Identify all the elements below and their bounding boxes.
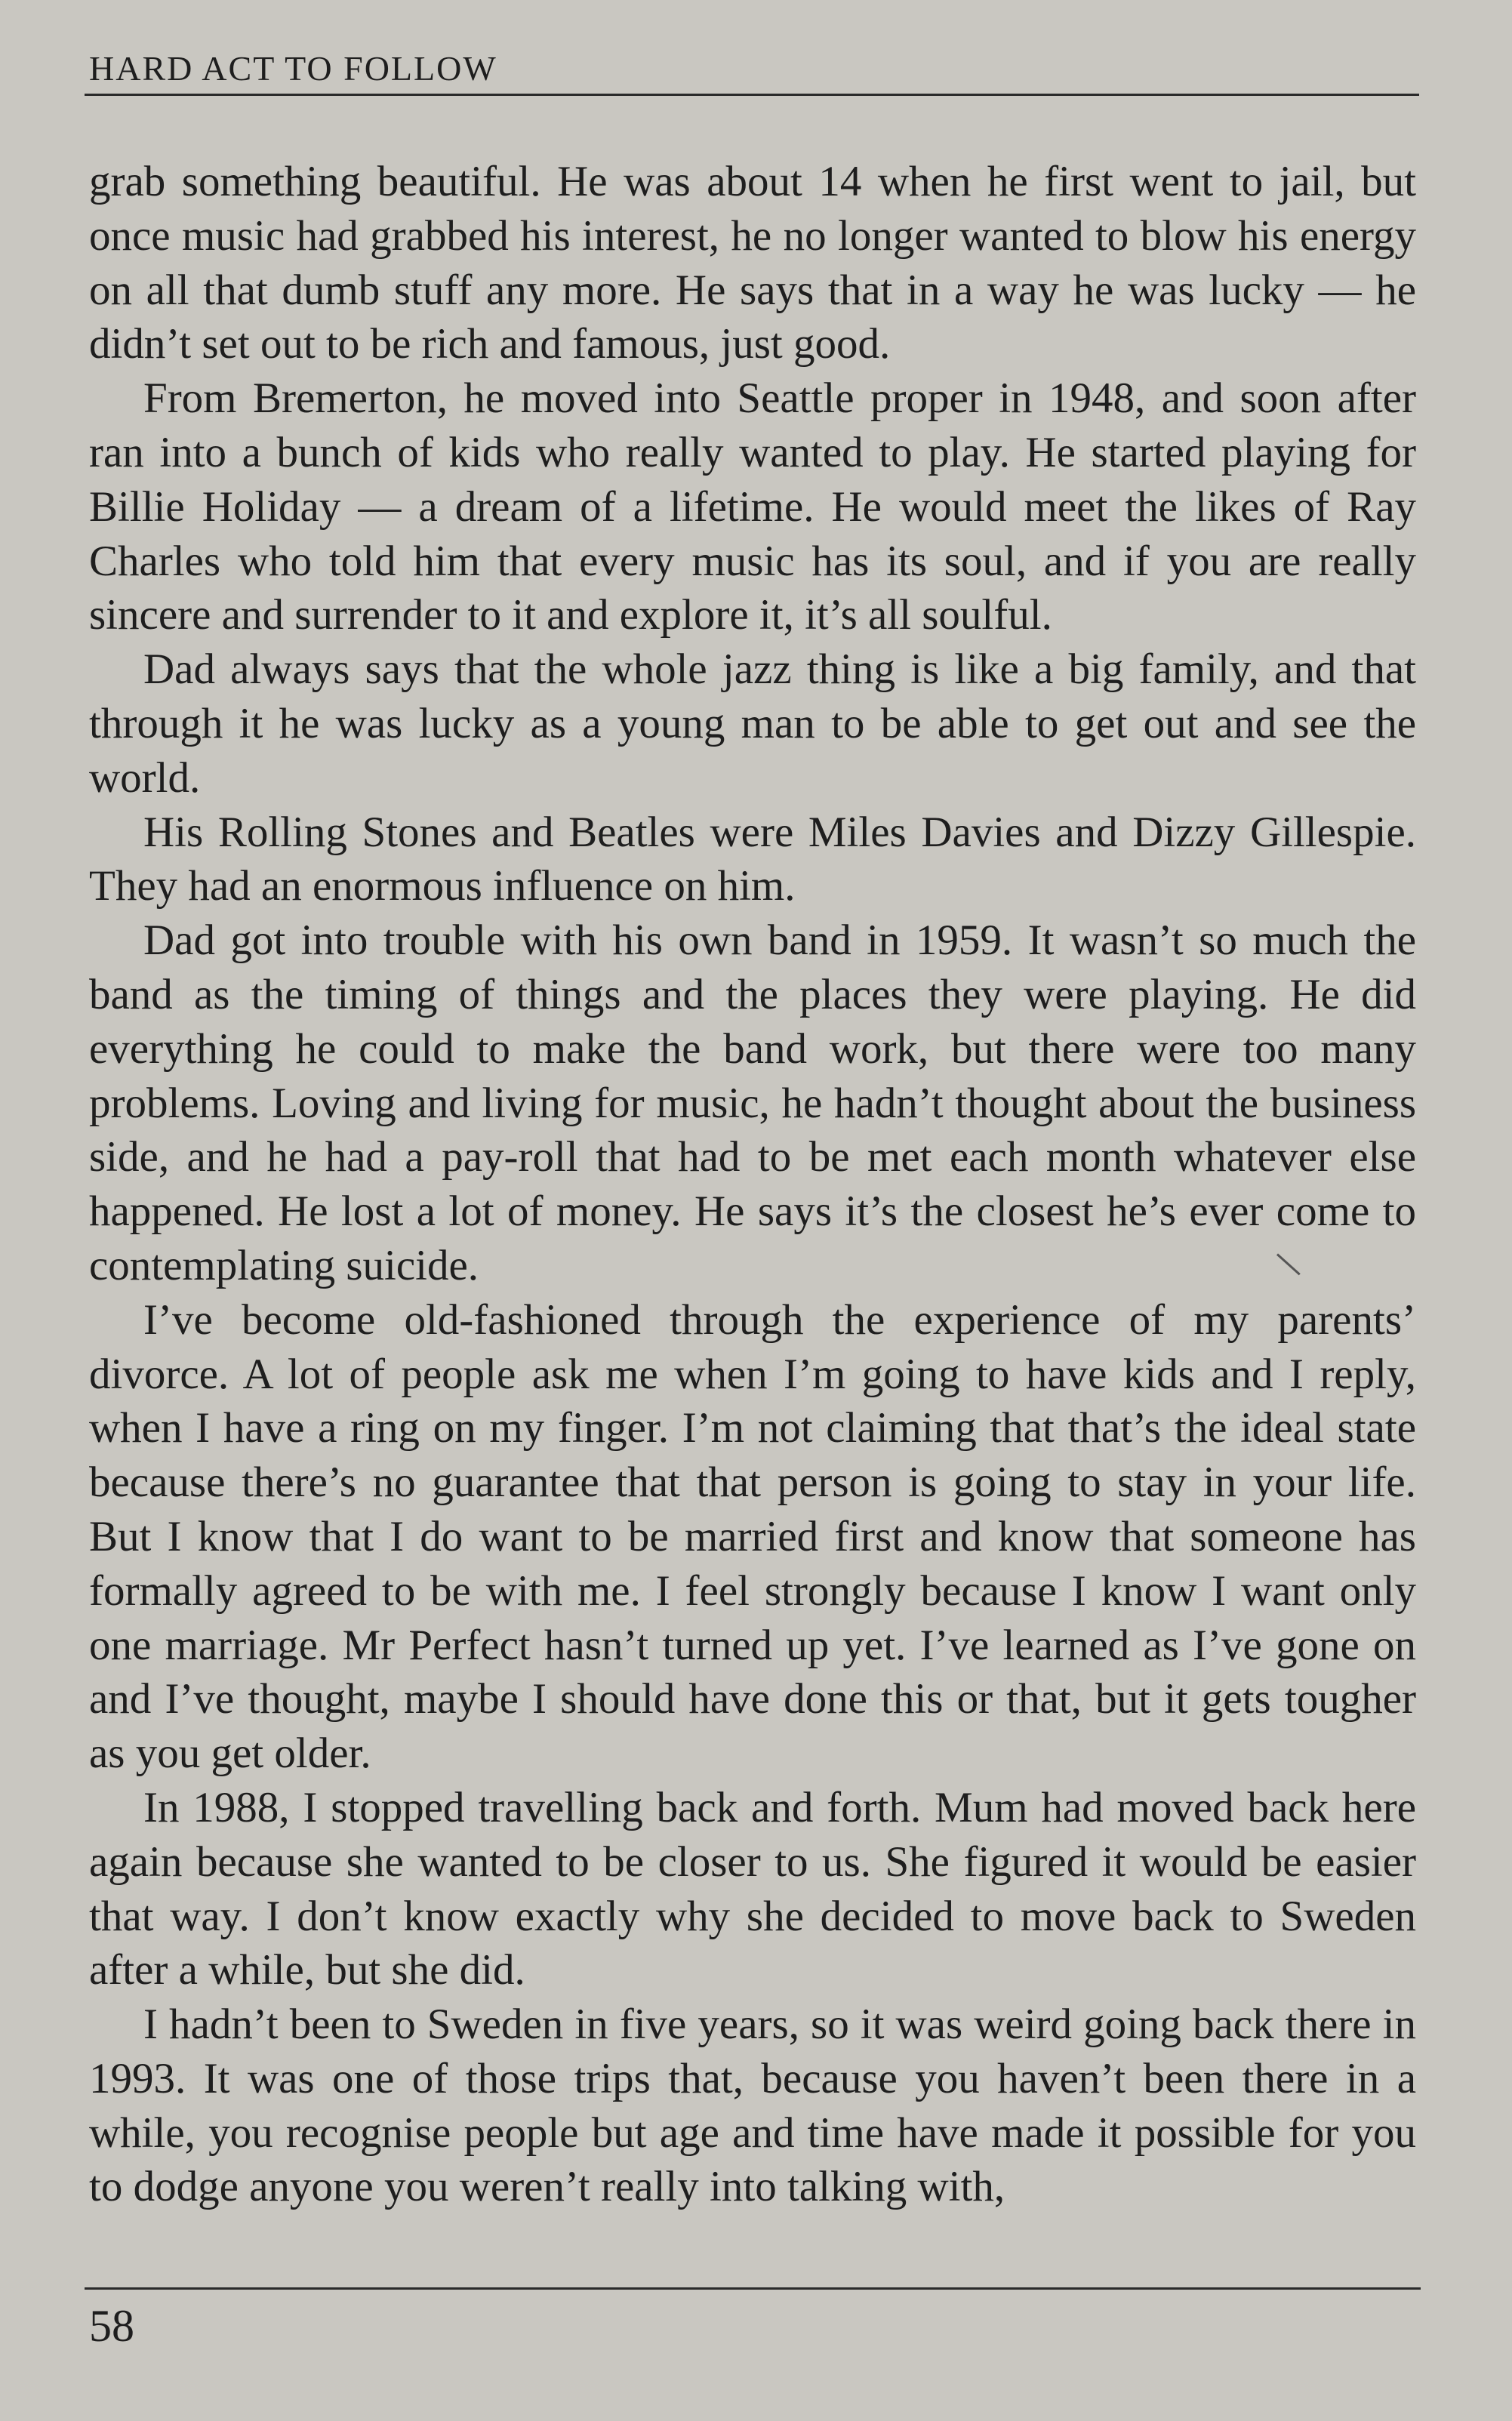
paragraph-3: Dad always says that the whole jazz thing is like a big family, and that through it he was lucky as a young man to be able to get out and see the world. <box>89 645 1416 802</box>
paragraph-1: grab something beautiful. He was about 14 when he first went to jail, but once music had grabbed his interest, he no longer wanted to blow his energy on all that dumb stuff any more. He says that in a way he was lucky — he didn’t set out to be rich and famous, just good. <box>89 158 1416 368</box>
paragraph-5: Dad got into trouble with his own band in 1959. It wasn’t so much the band as the timing of things and the places they were playing. He did everything he could to make the band work, but there were too many problems. Loving and living for music, he hadn’t thought about the business side, and he had a pay-roll that had to be met each month whatever else happened. He lost a lot of money. He says it’s the closest he’s ever come to contemplating suicide. <box>89 916 1416 1289</box>
footer-divider <box>85 2287 1421 2290</box>
paragraph-7: In 1988, I stopped travelling back and forth. Mum had moved back here again because she wanted to be closer to us. She figured it would be easier that way. I don’t know exactly why she decided to move back to Sweden after a while, but she did. <box>89 1783 1416 1994</box>
header-divider <box>85 94 1419 96</box>
paragraph-2: From Bremerton, he moved into Seattle proper in 1948, and soon after ran into a bunch of kids who really wanted to play. He started playing for Billie Holiday — a dream of a lifetime. He would meet the likes of Ray Charles who told him that every music has its soul, and if you are really sincere and surrender to it and explore it, it’s all soulful. <box>89 374 1416 639</box>
running-header: HARD ACT TO FOLLOW <box>89 49 497 88</box>
paragraph-8: I hadn’t been to Sweden in five years, so it was weird going back there in 1993. It was one of those trips that, because you haven’t been there in a while, you recognise people but age and time have made it possible for you to dodge anyone you weren’t really into talking with, <box>89 2001 1416 2211</box>
page-number: 58 <box>89 2301 134 2351</box>
body-text <box>89 155 1416 2214</box>
paragraph-4: His Rolling Stones and Beatles were Miles Davies and Dizzy Gillespie. They had an enormous influence on him. <box>89 808 1416 910</box>
paragraph-6: I’ve become old-fashioned through the experience of my parents’ divorce. A lot of people ask me when I’m going to have kids and I reply, when I have a ring on my finger. I’m not claiming that that’s the ideal state because there’s no guarantee that that person is going to stay in your life. But I know that I do want to be married first and know that someone has formally agreed to be with me. I feel strongly because I know I want only one marriage. Mr Perfect hasn’t turned up yet. I’ve learned as I’ve gone on and I’ve thought, maybe I should have done this or that, but it gets tougher as you get older. <box>89 1295 1416 1778</box>
